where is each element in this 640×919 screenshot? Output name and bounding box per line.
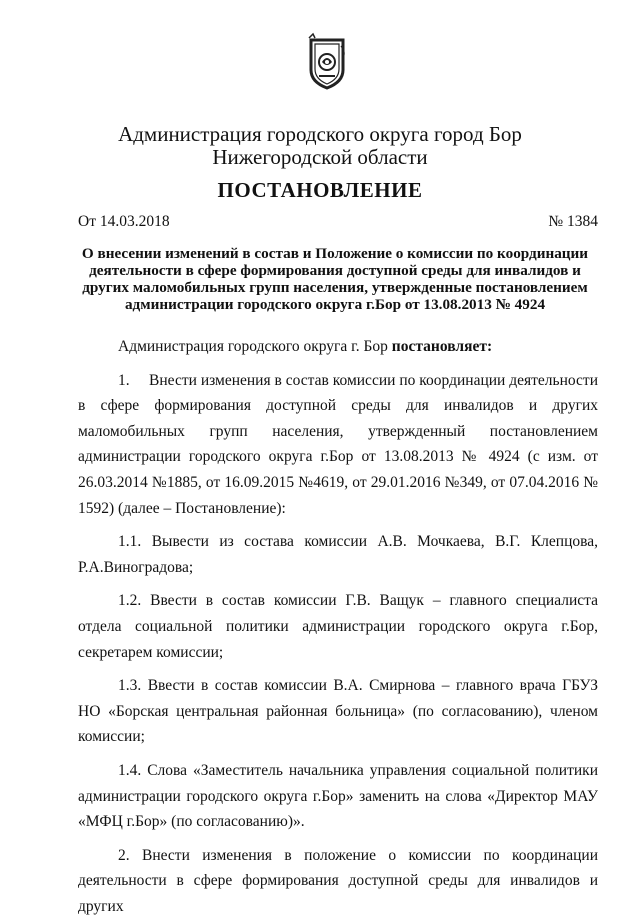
paragraph-2: 2. Внести изменения в положение о комиссии по координации деятельности в сфере формирования доступной среды для инвалидов и других	[78, 846, 598, 915]
document-body	[78, 334, 598, 919]
paragraph-1-4: 1.4. Слова «Заместитель начальника управления социальной политики администрации городского округа г.Бор» заменить на слова «Директор МАУ «МФЦ г.Бор» (по согласованию)».	[78, 761, 598, 831]
subject-line: О внесении изменений в состав и Положение о комиссии по координации	[81, 245, 589, 262]
paragraph-1-2: 1.2. Ввести в состав комиссии Г.В. Ващук – главного специалиста отдела социальной политики администрации городского округа г.Бор, секретарем комиссии;	[78, 592, 598, 661]
paragraph-1: 1. Внести изменения в состав комиссии по координации деятельности в сфере формирования доступной среды для инвалидов и других маломобильных групп населения, утвержденный постановлением администрации городского округа г.Бор от 13.08.2013 № 4924 (с изм. от 26.03.2014 №1885, от 16.09.2015 №4619, от 29.01.2016 №349, от 07.04.2016 № 1592) (далее – Постановление):	[78, 371, 598, 517]
intro-keyword: постановляет:	[391, 338, 493, 355]
paragraph-1-3: 1.3. Ввести в состав комиссии В.А. Смирнова – главного врача ГБУЗ НО «Борская центральная районная больница» (по согласованию), членом комиссии;	[78, 677, 598, 746]
paragraph-1-1: 1.1. Вывести из состава комиссии А.В. Мочкаева, В.Г. Клепцова, Р.А.Виноградова;	[78, 533, 598, 576]
document-subject	[74, 245, 596, 313]
intro-paragraph	[78, 334, 598, 360]
document-date: От 14.03.2018	[78, 213, 170, 230]
organization-name-line1: Администрация городского округа город Бор	[118, 122, 522, 146]
subject-line: администрации городского округа г.Бор от 13.08.2013 № 4924	[124, 296, 546, 313]
subject-line: деятельности в сфере формирования доступной среды для инвалидов и	[89, 262, 581, 279]
coat-of-arms-icon	[305, 32, 349, 92]
document-number: № 1384	[548, 213, 598, 230]
document-type-title: ПОСТАНОВЛЕНИЕ	[217, 178, 423, 202]
intro-text: Администрация городского округа г. Бор	[118, 338, 392, 355]
subject-line: других маломобильных групп населения, утвержденные постановлением	[82, 279, 588, 296]
organization-name-line2: Нижегородской области	[212, 145, 428, 169]
